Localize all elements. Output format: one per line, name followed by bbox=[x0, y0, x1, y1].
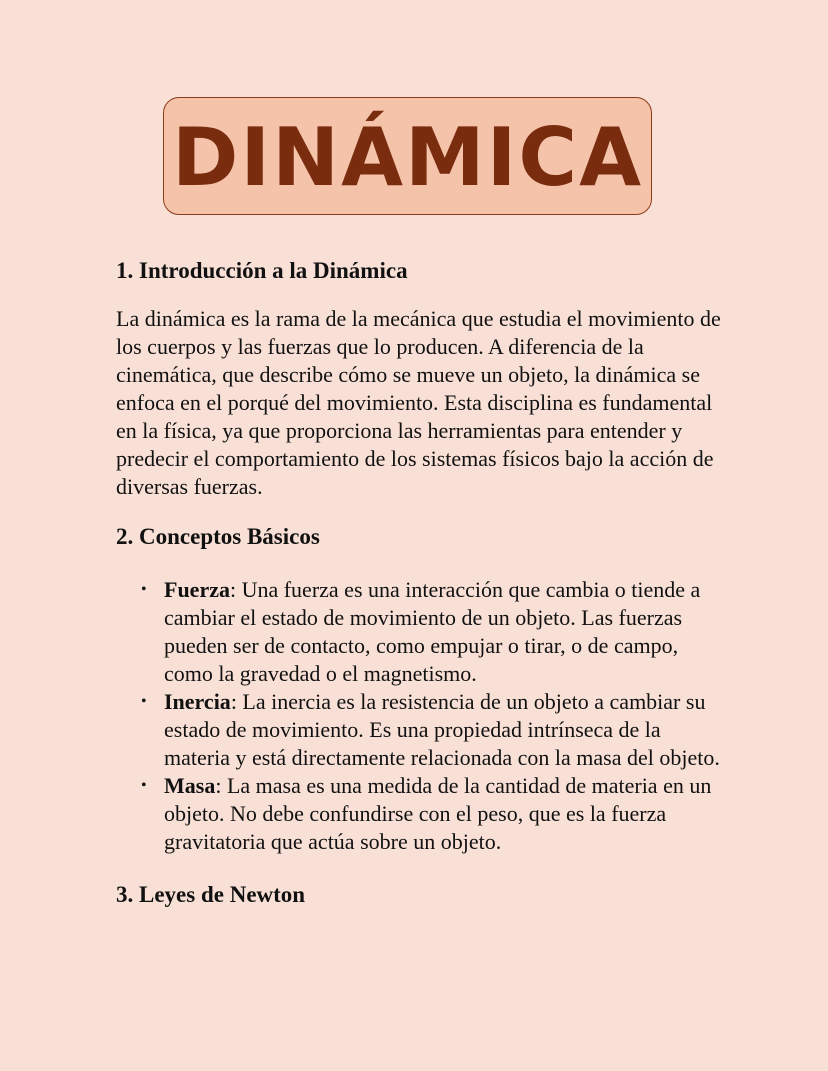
section-heading-leyes-newton: 3. Leyes de Newton bbox=[116, 882, 306, 907]
section-heading-conceptos: 2. Conceptos Básicos bbox=[116, 524, 320, 549]
section-paragraph-introduccion: La dinámica es la rama de la mecánica que estudia el movimiento de los cuerpos y las fuerzas que lo producen. A diferencia de la cinemática, que describe cómo se mueve un objeto, la dinámica se enfoca en el porqué del movimiento. Esta disciplina es fundamental en la física, ya que proporciona las herramientas para entender y predecir el comportamiento de los sistemas físicos bajo la acción de diversas fuerzas. bbox=[116, 306, 721, 499]
bullet-icon: • bbox=[141, 581, 147, 598]
list-item bbox=[141, 576, 728, 688]
bullet-icon: • bbox=[141, 693, 147, 710]
list-item bbox=[141, 688, 728, 772]
concept-term: Fuerza bbox=[164, 577, 230, 602]
concept-term: Masa bbox=[164, 773, 216, 798]
document-content bbox=[116, 254, 728, 912]
concept-description: : Una fuerza es una interacción que cambia o tiende a cambiar el estado de movimiento de un objeto. Las fuerzas pueden ser de contacto, como empujar o tirar, o de campo, como la gravedad o el magnetismo. bbox=[164, 577, 701, 686]
section-heading-introduccion: 1. Introducción a la Dinámica bbox=[116, 258, 408, 283]
concept-description: : La masa es una medida de la cantidad de materia en un objeto. No debe confundirse con el peso, que es la fuerza gravitatoria que actúa sobre un objeto. bbox=[164, 773, 712, 854]
page-title: DINÁMICA bbox=[171, 111, 644, 204]
title-box bbox=[163, 97, 652, 215]
concept-term: Inercia bbox=[164, 689, 231, 714]
concept-description: : La inercia es la resistencia de un objeto a cambiar su estado de movimiento. Es una propiedad intrínseca de la materia y está directamente relacionada con la masa del objeto. bbox=[164, 689, 720, 770]
bullet-icon: • bbox=[141, 777, 147, 794]
list-item bbox=[141, 772, 728, 856]
concepts-list bbox=[116, 576, 728, 856]
